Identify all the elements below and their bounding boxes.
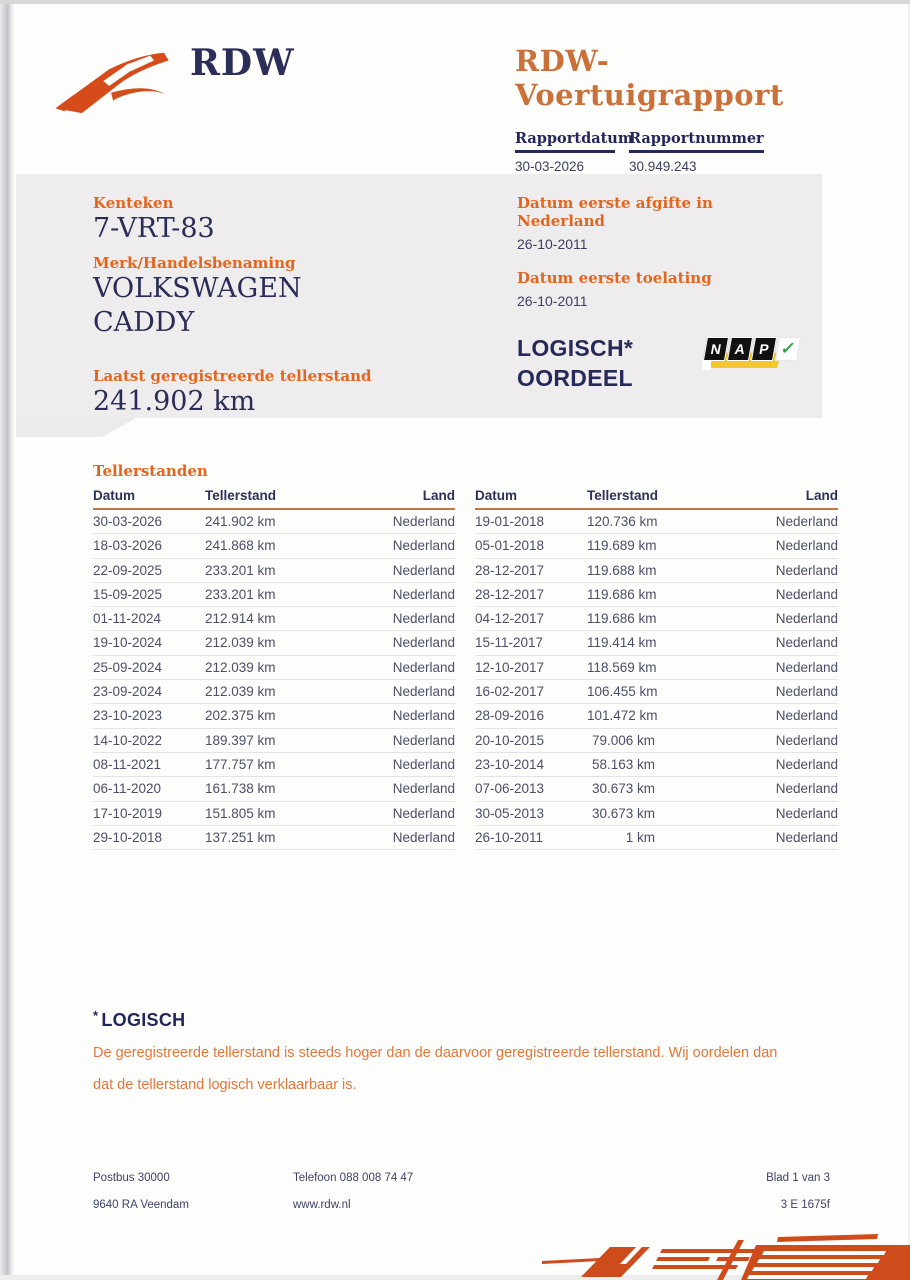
nap-tiles [705, 337, 799, 361]
cell-land: Nederland [392, 635, 455, 651]
table-row [93, 656, 455, 680]
cell-land: Nederland [775, 756, 838, 772]
table-row [93, 631, 455, 655]
table-row [93, 510, 455, 534]
footnote-title: LOGISCH [101, 1010, 186, 1030]
laatste-tellerstand-label: Laatst geregistreerde tellerstand [93, 367, 372, 385]
table-row [475, 534, 838, 558]
cell-tellerstand: 161.738 km [205, 781, 276, 797]
table-row [475, 680, 838, 704]
cell-land: Nederland [392, 708, 455, 724]
cell-tellerstand: 101.472 km [587, 708, 658, 724]
cell-land: Nederland [775, 781, 838, 797]
rdw-logo [52, 40, 295, 120]
tellerstanden-table-left [93, 488, 455, 850]
table-row [475, 704, 838, 728]
cell-tellerstand: 202.375 km [205, 708, 276, 724]
cell-tellerstand: 106.455 km [587, 684, 658, 700]
cell-land: Nederland [392, 514, 455, 529]
cell-land: Nederland [392, 562, 455, 578]
cell-datum: 20-10-2015 [475, 732, 545, 748]
cell-tellerstand: 212.039 km [205, 635, 276, 651]
nap-letter-n: N [703, 337, 729, 361]
table-row [93, 753, 455, 777]
cell-land: Nederland [775, 708, 838, 724]
table-row [93, 777, 455, 801]
cell-datum: 28-12-2017 [475, 586, 545, 602]
report-header [515, 44, 855, 174]
table-row [93, 802, 455, 826]
cell-datum: 05-01-2018 [475, 538, 545, 554]
verdict-row [517, 333, 797, 393]
verdict-text [517, 333, 633, 393]
table-row [475, 753, 838, 777]
tellerstanden-table-right [475, 488, 838, 850]
table-row [93, 607, 455, 631]
table-row [475, 510, 838, 534]
cell-tellerstand: 137.251 km [205, 829, 276, 845]
footer-website: www.rdw.nl [293, 1199, 351, 1211]
footer-city: 9640 RA Veendam [93, 1199, 189, 1211]
summary-right-column [517, 194, 797, 419]
cell-land: Nederland [392, 781, 455, 797]
column-header-land: Land [422, 488, 455, 503]
footnote-text: De geregistreerde tellerstand is steeds hoger dan de daarvoor geregistreerde tellerstand. Wij oordelen dan dat de tellerstand logisch verklaarbaar is. [93, 1045, 778, 1093]
cell-tellerstand: 177.757 km [205, 756, 276, 772]
table-header [475, 488, 838, 510]
nap-letter-p: P [751, 337, 777, 361]
nap-white-square [702, 361, 711, 370]
cell-land: Nederland [775, 659, 838, 675]
merk-value-line1: VOLKSWAGEN [93, 273, 302, 304]
cell-land: Nederland [392, 805, 455, 821]
table-row [475, 583, 838, 607]
report-meta [515, 130, 855, 174]
table-row [475, 729, 838, 753]
cell-land: Nederland [775, 514, 838, 529]
cell-land: Nederland [775, 684, 838, 700]
footer-postbus: Postbus 30000 [93, 1172, 170, 1184]
kenteken-value: 7-VRT-83 [93, 213, 215, 244]
cell-datum: 22-09-2025 [93, 562, 163, 578]
kenteken-label: Kenteken [93, 194, 174, 212]
cell-datum: 23-10-2014 [475, 756, 545, 772]
cell-land: Nederland [392, 538, 455, 554]
cell-datum: 30-03-2026 [93, 514, 163, 529]
cell-tellerstand: 119.689 km [587, 538, 657, 554]
column-header-datum: Datum [475, 488, 518, 503]
cell-datum: 12-10-2017 [475, 659, 545, 675]
cell-datum: 04-12-2017 [475, 611, 545, 627]
cell-datum: 16-02-2017 [475, 684, 545, 700]
cell-tellerstand: 58.163 km [591, 756, 655, 772]
cell-land: Nederland [392, 586, 455, 602]
table-row [475, 631, 838, 655]
afgifte-label: Datum eerste afgifte in Nederland [517, 194, 713, 230]
cell-tellerstand: 241.868 km [205, 538, 276, 554]
report-date-label: Rapportdatum [515, 130, 615, 153]
tellerstanden-title: Tellerstanden [93, 462, 208, 480]
cell-tellerstand: 119.686 km [587, 611, 657, 627]
cell-tellerstand: 119.414 km [587, 635, 657, 651]
cell-land: Nederland [775, 732, 838, 748]
cell-tellerstand: 212.914 km [205, 611, 276, 627]
footer-form-code: 3 E 1675f [780, 1199, 830, 1211]
cell-land: Nederland [392, 684, 455, 700]
afgifte-value: 26-10-2011 [517, 236, 588, 252]
table-row [93, 534, 455, 558]
footer-phone: Telefoon 088 008 74 47 [293, 1172, 414, 1184]
cell-tellerstand: 212.039 km [205, 659, 276, 675]
report-date-field [515, 130, 634, 174]
footer-page-indicator: Blad 1 van 3 [766, 1172, 830, 1184]
cell-land: Nederland [392, 829, 455, 845]
logisch-footnote [93, 1008, 798, 1101]
table-row [475, 607, 838, 631]
column-header-datum: Datum [93, 488, 136, 503]
page-title: RDW-Voertuigrapport [515, 44, 784, 112]
cell-land: Nederland [775, 586, 838, 602]
cell-land: Nederland [392, 659, 455, 675]
cell-datum: 28-12-2017 [475, 562, 545, 578]
cell-datum: 17-10-2019 [93, 805, 163, 821]
table-row [93, 826, 455, 850]
footnote-heading [93, 1008, 798, 1031]
cell-tellerstand: 119.688 km [587, 562, 657, 578]
table-row [475, 559, 838, 583]
verdict-line2: OORDEEL [517, 365, 633, 391]
nap-logo [701, 335, 797, 371]
cell-datum: 28-09-2016 [475, 708, 545, 724]
toelating-label: Datum eerste toelating [517, 269, 712, 287]
tellerstanden-section [93, 462, 838, 850]
cell-datum: 18-03-2026 [93, 538, 163, 554]
nap-checkmark-icon: ✓ [775, 337, 801, 361]
cell-datum: 01-11-2024 [93, 611, 162, 627]
report-number-label: Rapportnummer [629, 130, 764, 153]
cell-datum: 14-10-2022 [93, 732, 163, 748]
panel-corner-tab [16, 418, 136, 437]
cell-tellerstand: 119.686 km [587, 586, 657, 602]
cell-datum: 26-10-2011 [475, 829, 544, 845]
cell-land: Nederland [775, 829, 838, 845]
rdw-logo-text: RDW [190, 42, 295, 84]
page-edge-left [0, 4, 14, 1280]
cell-land: Nederland [775, 635, 838, 651]
page-edge-top [0, 0, 910, 4]
cell-tellerstand: 1 km [625, 829, 655, 845]
table-row [93, 680, 455, 704]
cell-tellerstand: 79.006 km [591, 732, 655, 748]
cell-tellerstand: 30.673 km [591, 805, 655, 821]
table-body [475, 510, 838, 850]
cell-land: Nederland [775, 562, 838, 578]
cell-tellerstand: 189.397 km [205, 732, 276, 748]
vehicle-summary-panel [16, 174, 822, 418]
column-header-land: Land [805, 488, 838, 503]
cell-land: Nederland [775, 611, 838, 627]
report-number-value: 30.949.243 [629, 159, 697, 174]
table-row [93, 583, 455, 607]
cell-datum: 19-10-2024 [93, 635, 163, 651]
cell-land: Nederland [392, 732, 455, 748]
cell-tellerstand: 120.736 km [587, 514, 658, 529]
cell-datum: 06-11-2020 [93, 781, 162, 797]
table-row [93, 729, 455, 753]
table-row [475, 656, 838, 680]
cell-datum: 30-05-2013 [475, 805, 545, 821]
cell-datum: 29-10-2018 [93, 829, 163, 845]
column-header-tellerstand: Tellerstand [205, 488, 277, 503]
footer-feather-graphic [542, 1232, 910, 1280]
merk-label: Merk/Handelsbenaming [93, 254, 296, 272]
cell-datum: 19-01-2018 [475, 514, 545, 529]
cell-land: Nederland [775, 538, 838, 554]
cell-tellerstand: 212.039 km [205, 684, 276, 700]
table-row [475, 777, 838, 801]
cell-datum: 25-09-2024 [93, 659, 163, 675]
table-row [93, 704, 455, 728]
cell-land: Nederland [392, 756, 455, 772]
page-footer [93, 1172, 830, 1211]
report-date-value: 30-03-2026 [515, 159, 585, 174]
merk-value-line2: CADDY [93, 307, 195, 338]
laatste-tellerstand-value: 241.902 km [93, 386, 256, 417]
cell-tellerstand: 30.673 km [591, 781, 655, 797]
column-header-tellerstand: Tellerstand [587, 488, 659, 503]
rdw-feather-icon [52, 40, 180, 120]
cell-datum: 08-11-2021 [93, 756, 162, 772]
table-header [93, 488, 455, 510]
cell-tellerstand: 118.569 km [587, 659, 657, 675]
asterisk-marker: * [93, 1008, 99, 1023]
cell-datum: 07-06-2013 [475, 781, 545, 797]
cell-datum: 23-10-2023 [93, 708, 163, 724]
cell-tellerstand: 151.805 km [205, 805, 276, 821]
cell-datum: 15-11-2017 [475, 635, 544, 651]
cell-land: Nederland [392, 611, 455, 627]
report-number-field [629, 130, 764, 174]
summary-left-column [93, 194, 517, 419]
cell-tellerstand: 241.902 km [205, 514, 276, 529]
table-body [93, 510, 455, 850]
cell-land: Nederland [775, 805, 838, 821]
cell-tellerstand: 233.201 km [205, 586, 276, 602]
table-row [93, 559, 455, 583]
cell-datum: 15-09-2025 [93, 586, 163, 602]
table-row [475, 826, 838, 850]
table-row [475, 802, 838, 826]
verdict-line1: LOGISCH* [517, 335, 634, 361]
toelating-value: 26-10-2011 [517, 293, 588, 309]
nap-letter-a: A [727, 337, 753, 361]
cell-tellerstand: 233.201 km [205, 562, 276, 578]
cell-datum: 23-09-2024 [93, 684, 163, 700]
